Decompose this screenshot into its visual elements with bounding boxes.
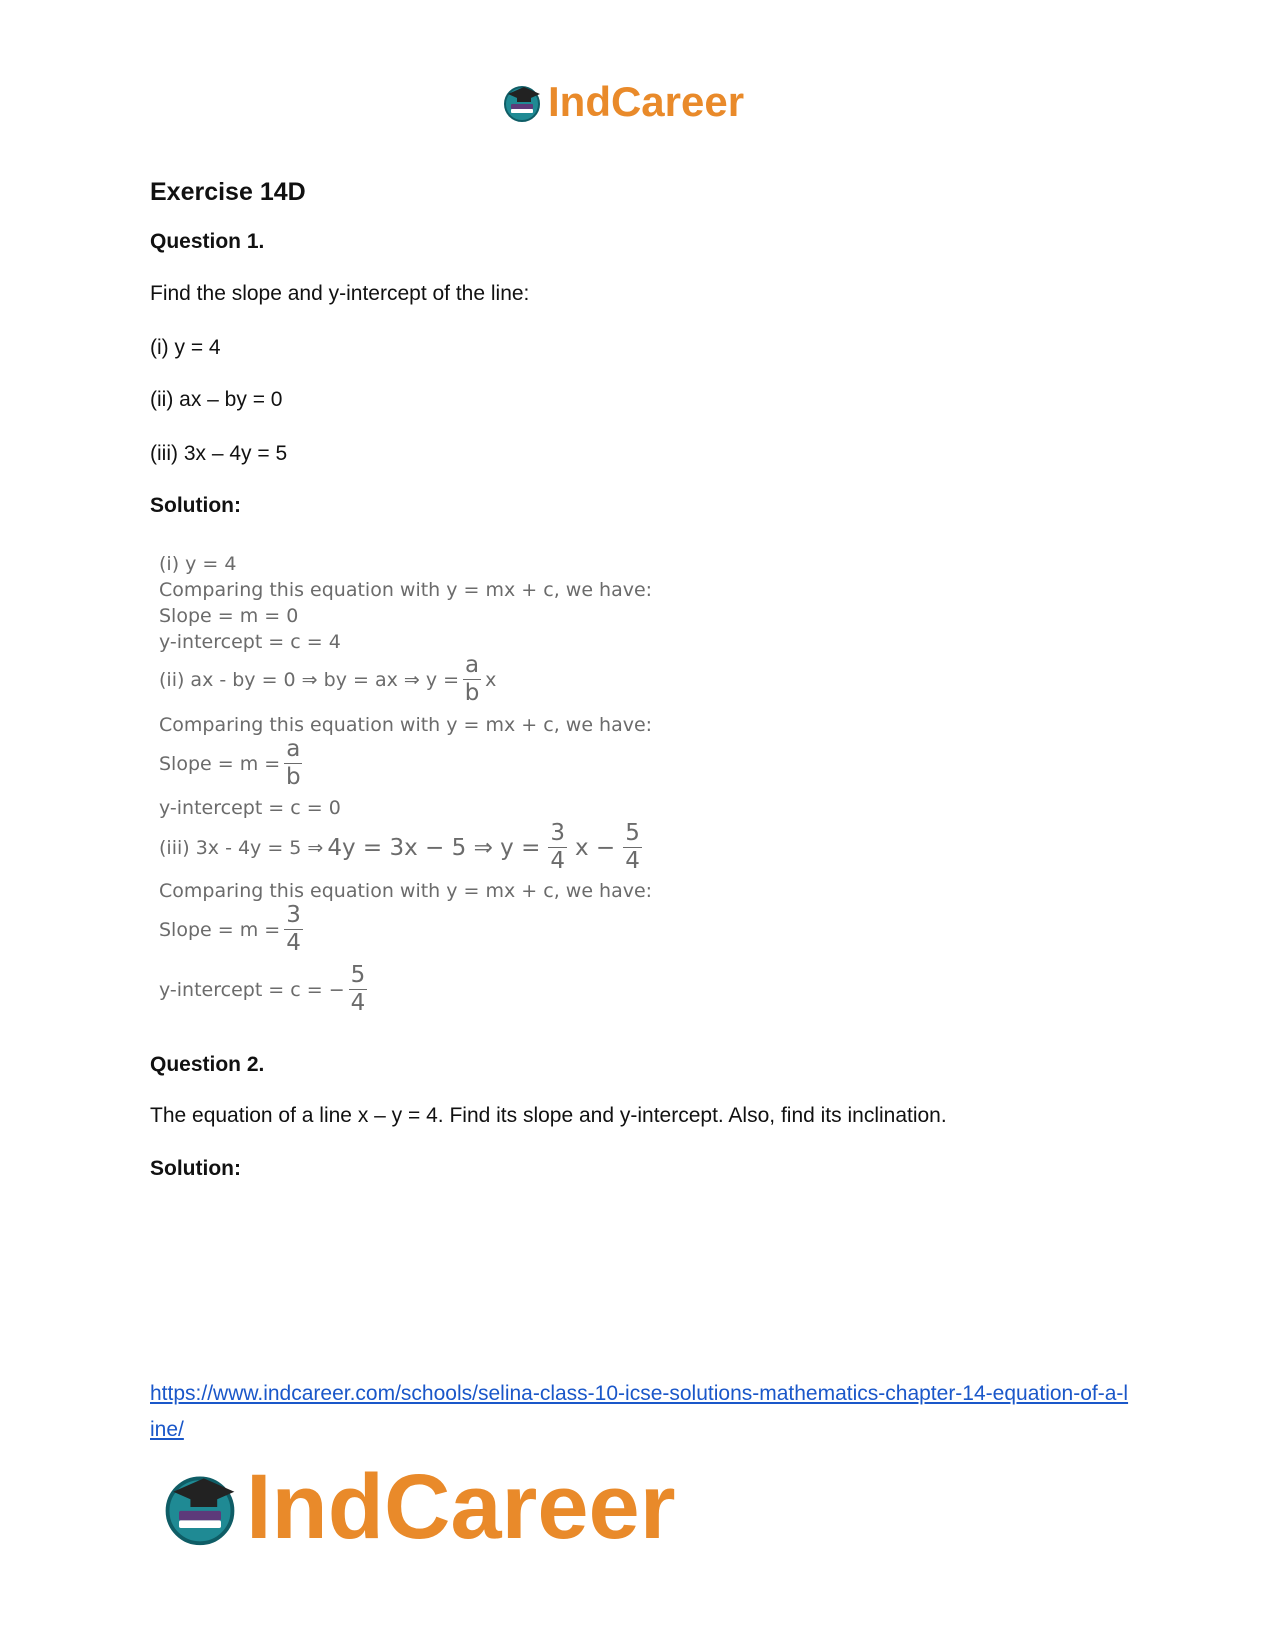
logo-text: IndCareer: [548, 78, 745, 125]
sol-line: (i) y = 4: [159, 553, 237, 575]
sol-line: Comparing this equation with y = mx + c, we have:: [159, 714, 653, 736]
denominator: 4: [286, 930, 301, 956]
header-logo: [500, 78, 744, 126]
sol-line: Comparing this equation with y = mx + c, we have:: [159, 880, 653, 902]
question-1-item-2: (ii) ax – by = 0: [150, 388, 283, 411]
numerator: a: [286, 736, 301, 762]
sol-line-fraction: [159, 654, 496, 705]
sol-text: x: [485, 668, 497, 691]
fraction: [463, 654, 481, 705]
sol-text: (ii) ax - by = 0 ⇒ by = ax ⇒ y =: [159, 668, 460, 691]
sol-line-fraction: [159, 738, 306, 789]
question-2-label: Question 2.: [150, 1053, 265, 1076]
solution-1-label: Solution:: [150, 494, 241, 517]
sol-text: x −: [575, 834, 616, 861]
sol-text: Slope = m =: [159, 918, 281, 941]
numerator: a: [465, 652, 480, 678]
denominator: 4: [350, 990, 366, 1016]
question-1-item-1: (i) y = 4: [150, 336, 221, 359]
sol-line: y-intercept = c = 0: [159, 797, 341, 819]
question-2-prompt: The equation of a line x – y = 4. Find its slope and y-intercept. Also, find its inclination.: [150, 1104, 947, 1127]
sol-line-fraction: [159, 904, 307, 955]
logo-text: IndCareer: [246, 1456, 676, 1558]
exercise-title: Exercise 14D: [150, 178, 306, 206]
footer-logo: [158, 1456, 676, 1558]
graduation-globe-icon: [158, 1465, 242, 1549]
fraction: [284, 738, 302, 789]
sol-text: 4y = 3x − 5 ⇒ y =: [327, 834, 541, 861]
numerator: 3: [550, 820, 565, 846]
denominator: 4: [625, 848, 640, 874]
denominator: 4: [550, 848, 565, 874]
sol-line-fraction: [159, 822, 646, 873]
sol-text: y-intercept = c = −: [159, 978, 345, 1001]
denominator: b: [464, 680, 480, 706]
fraction: [349, 964, 368, 1015]
question-1-item-3: (iii) 3x – 4y = 5: [150, 442, 288, 465]
sol-line: Slope = m = 0: [159, 605, 299, 627]
fraction: [284, 904, 303, 955]
fraction: [548, 822, 567, 873]
sol-line: y-intercept = c = 4: [159, 631, 341, 653]
source-link[interactable]: https://www.indcareer.com/schools/selina-class-10-icse-solutions-mathematics-chapter-14-equation-of-a-line/: [150, 1382, 1129, 1441]
sol-line: Comparing this equation with y = mx + c, we have:: [159, 579, 653, 601]
fraction: [623, 822, 642, 873]
denominator: b: [285, 764, 301, 790]
numerator: 5: [625, 820, 640, 846]
numerator: 5: [350, 962, 366, 988]
numerator: 3: [286, 902, 301, 928]
question-1-label: Question 1.: [150, 230, 265, 253]
graduation-globe-icon: [500, 80, 544, 124]
question-1-prompt: Find the slope and y-intercept of the line:: [150, 282, 530, 305]
sol-line-fraction: [159, 964, 371, 1015]
sol-text: (iii) 3x - 4y = 5 ⇒: [159, 836, 324, 859]
solution-2-label: Solution:: [150, 1157, 241, 1180]
sol-text: Slope = m =: [159, 752, 281, 775]
